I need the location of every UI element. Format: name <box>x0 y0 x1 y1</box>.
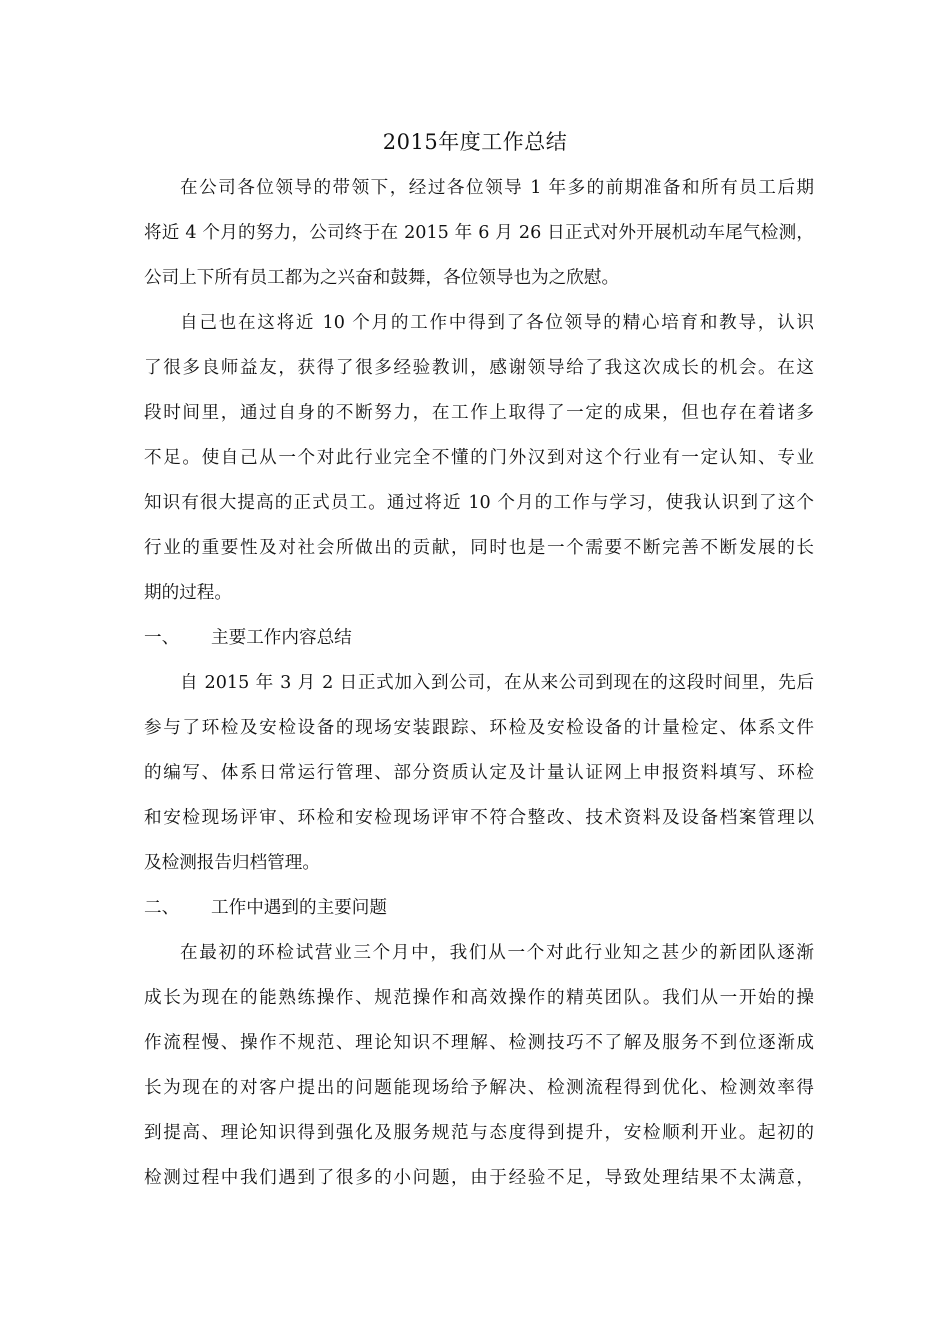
paragraph-2-line-3: 段时间里，通过自身的不断努力，在工作上取得了一定的成果，但也存在着诸多 <box>144 403 814 423</box>
paragraph-2-line-4: 不足。使自己从一个对此行业完全不懂的门外汉到对这个行业有一定认知、专业 <box>144 448 814 468</box>
section-2-heading <box>144 895 387 921</box>
paragraph-2-line-5: 知识有很大提高的正式员工。通过将近 10 个月的工作与学习，使我认识到了这个 <box>144 493 814 513</box>
section-2-line-6: 检测过程中我们遇到了很多的小问题，由于经验不足，导致处理结果不太满意， <box>144 1168 814 1188</box>
section-2-title: 工作中遇到的主要问题 <box>211 898 387 918</box>
section-2-line-5: 到提高、理论知识得到强化及服务规范与态度得到提升，安检顺利开业。起初的 <box>144 1123 814 1143</box>
section-2-number: 二、 <box>144 898 180 918</box>
section-1-line-1: 自 2015 年 3 月 2 日正式加入到公司，在从来公司到现在的这段时间里，先后 <box>180 673 814 693</box>
section-1-line-4: 和安检现场评审、环检和安检现场评审不符合整改、技术资料及设备档案管理以 <box>144 808 814 828</box>
paragraph-2-line-7: 期的过程。 <box>144 583 232 603</box>
document-title: 2015年度工作总结 <box>382 130 568 154</box>
paragraph-1-line-2: 将近 4 个月的努力，公司终于在 2015 年 6 月 26 日正式对外开展机动车尾气检测， <box>144 223 814 243</box>
section-1-title: 主要工作内容总结 <box>211 628 352 648</box>
paragraph-2-line-6: 行业的重要性及对社会所做出的贡献，同时也是一个需要不断完善不断发展的长 <box>144 538 814 558</box>
paragraph-2-line-2: 了很多良师益友，获得了很多经验教训，感谢领导给了我这次成长的机会。在这 <box>144 358 814 378</box>
section-1-number: 一、 <box>144 628 180 648</box>
paragraph-1-line-1: 在公司各位领导的带领下，经过各位领导 1 年多的前期准备和所有员工后期 <box>180 178 814 198</box>
section-1-heading <box>144 625 352 651</box>
section-2-line-3: 作流程慢、操作不规范、理论知识不理解、检测技巧不了解及服务不到位逐渐成 <box>144 1033 814 1053</box>
section-1-line-5: 及检测报告归档管理。 <box>144 853 320 873</box>
paragraph-2-line-1: 自己也在这将近 10 个月的工作中得到了各位领导的精心培育和教导，认识 <box>180 313 814 333</box>
section-2-line-1: 在最初的环检试营业三个月中，我们从一个对此行业知之甚少的新团队逐渐 <box>180 943 814 963</box>
paragraph-1-line-3: 公司上下所有员工都为之兴奋和鼓舞，各位领导也为之欣慰。 <box>144 268 620 288</box>
section-2-line-4: 长为现在的对客户提出的问题能现场给予解决、检测流程得到优化、检测效率得 <box>144 1078 814 1098</box>
section-1-line-3: 的编写、体系日常运行管理、部分资质认定及计量认证网上申报资料填写、环检 <box>144 763 814 783</box>
section-1-line-2: 参与了环检及安检设备的现场安装跟踪、环检及安检设备的计量检定、体系文件 <box>144 718 814 738</box>
section-2-line-2: 成长为现在的能熟练操作、规范操作和高效操作的精英团队。我们从一开始的操 <box>144 988 814 1008</box>
